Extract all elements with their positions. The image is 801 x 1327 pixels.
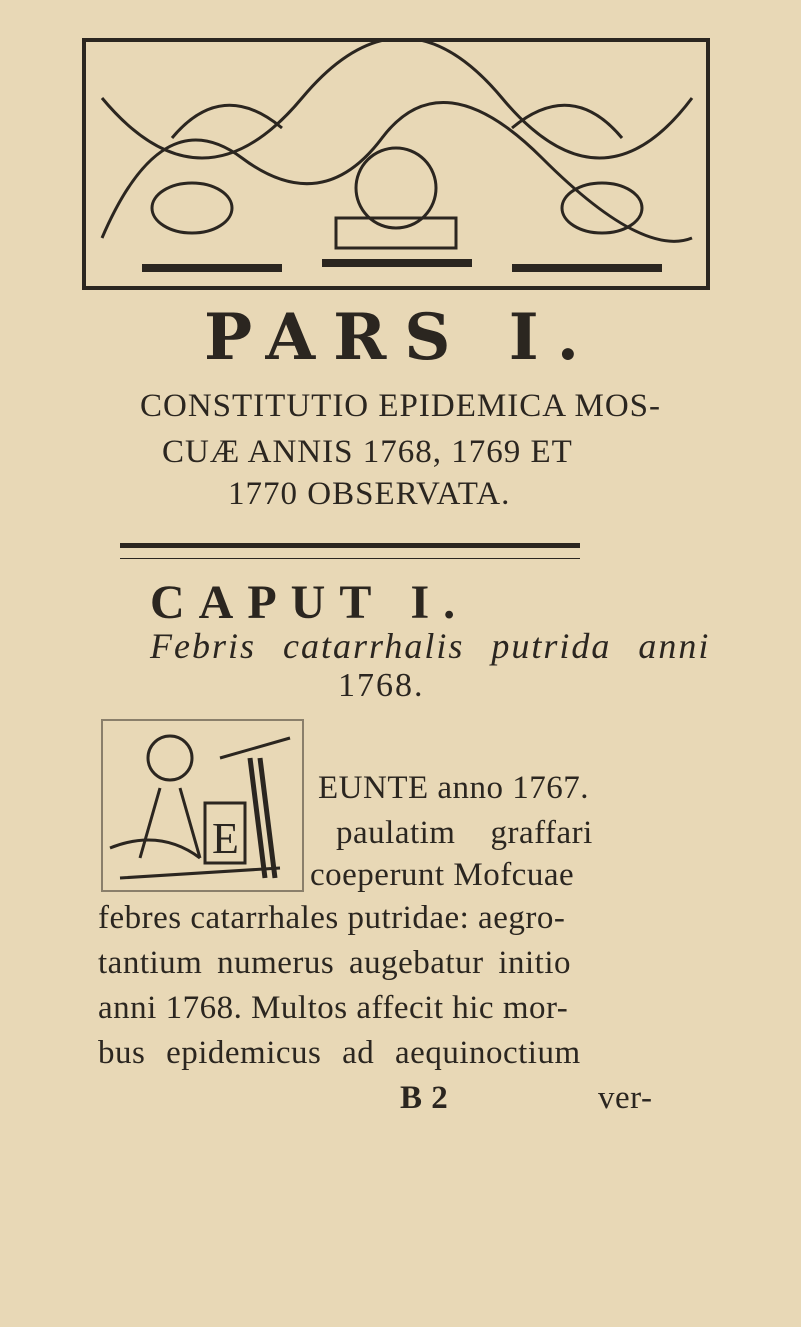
- section-title-line: CONSTITUTIO EPIDEMICA MOS-: [140, 388, 661, 424]
- catchword: ver-: [598, 1080, 653, 1116]
- chapter-year: 1768.: [338, 667, 425, 704]
- section-title-line: CUÆ ANNIS 1768, 1769 ET: [162, 434, 573, 470]
- body-line: coeperunt Mofcuae: [310, 857, 575, 893]
- body-line: paulatim graffari: [336, 815, 593, 851]
- signature-mark: B 2: [400, 1080, 449, 1116]
- body-line: bus epidemicus ad aequinoctium: [98, 1035, 581, 1071]
- section-title-line: 1770 OBSERVATA.: [228, 476, 511, 512]
- body-line: anni 1768. Multos affecit hic mor-: [98, 990, 569, 1026]
- body-line: tantium numerus augebatur initio: [98, 945, 571, 981]
- divider-rule: [120, 543, 580, 559]
- decorative-headpiece-ornament: [82, 38, 710, 290]
- body-line: EUNTE anno 1767.: [318, 770, 590, 806]
- chapter-subtitle: Febris catarrhalis putrida anni: [150, 626, 711, 666]
- woodcut-initial-x: [100, 718, 305, 893]
- chapter-title: CAPUT I.: [150, 576, 470, 629]
- initial-letter: E: [212, 814, 239, 863]
- part-title: PARS I.: [203, 300, 598, 375]
- body-line: febres catarrhales putridae: aegro-: [98, 900, 566, 936]
